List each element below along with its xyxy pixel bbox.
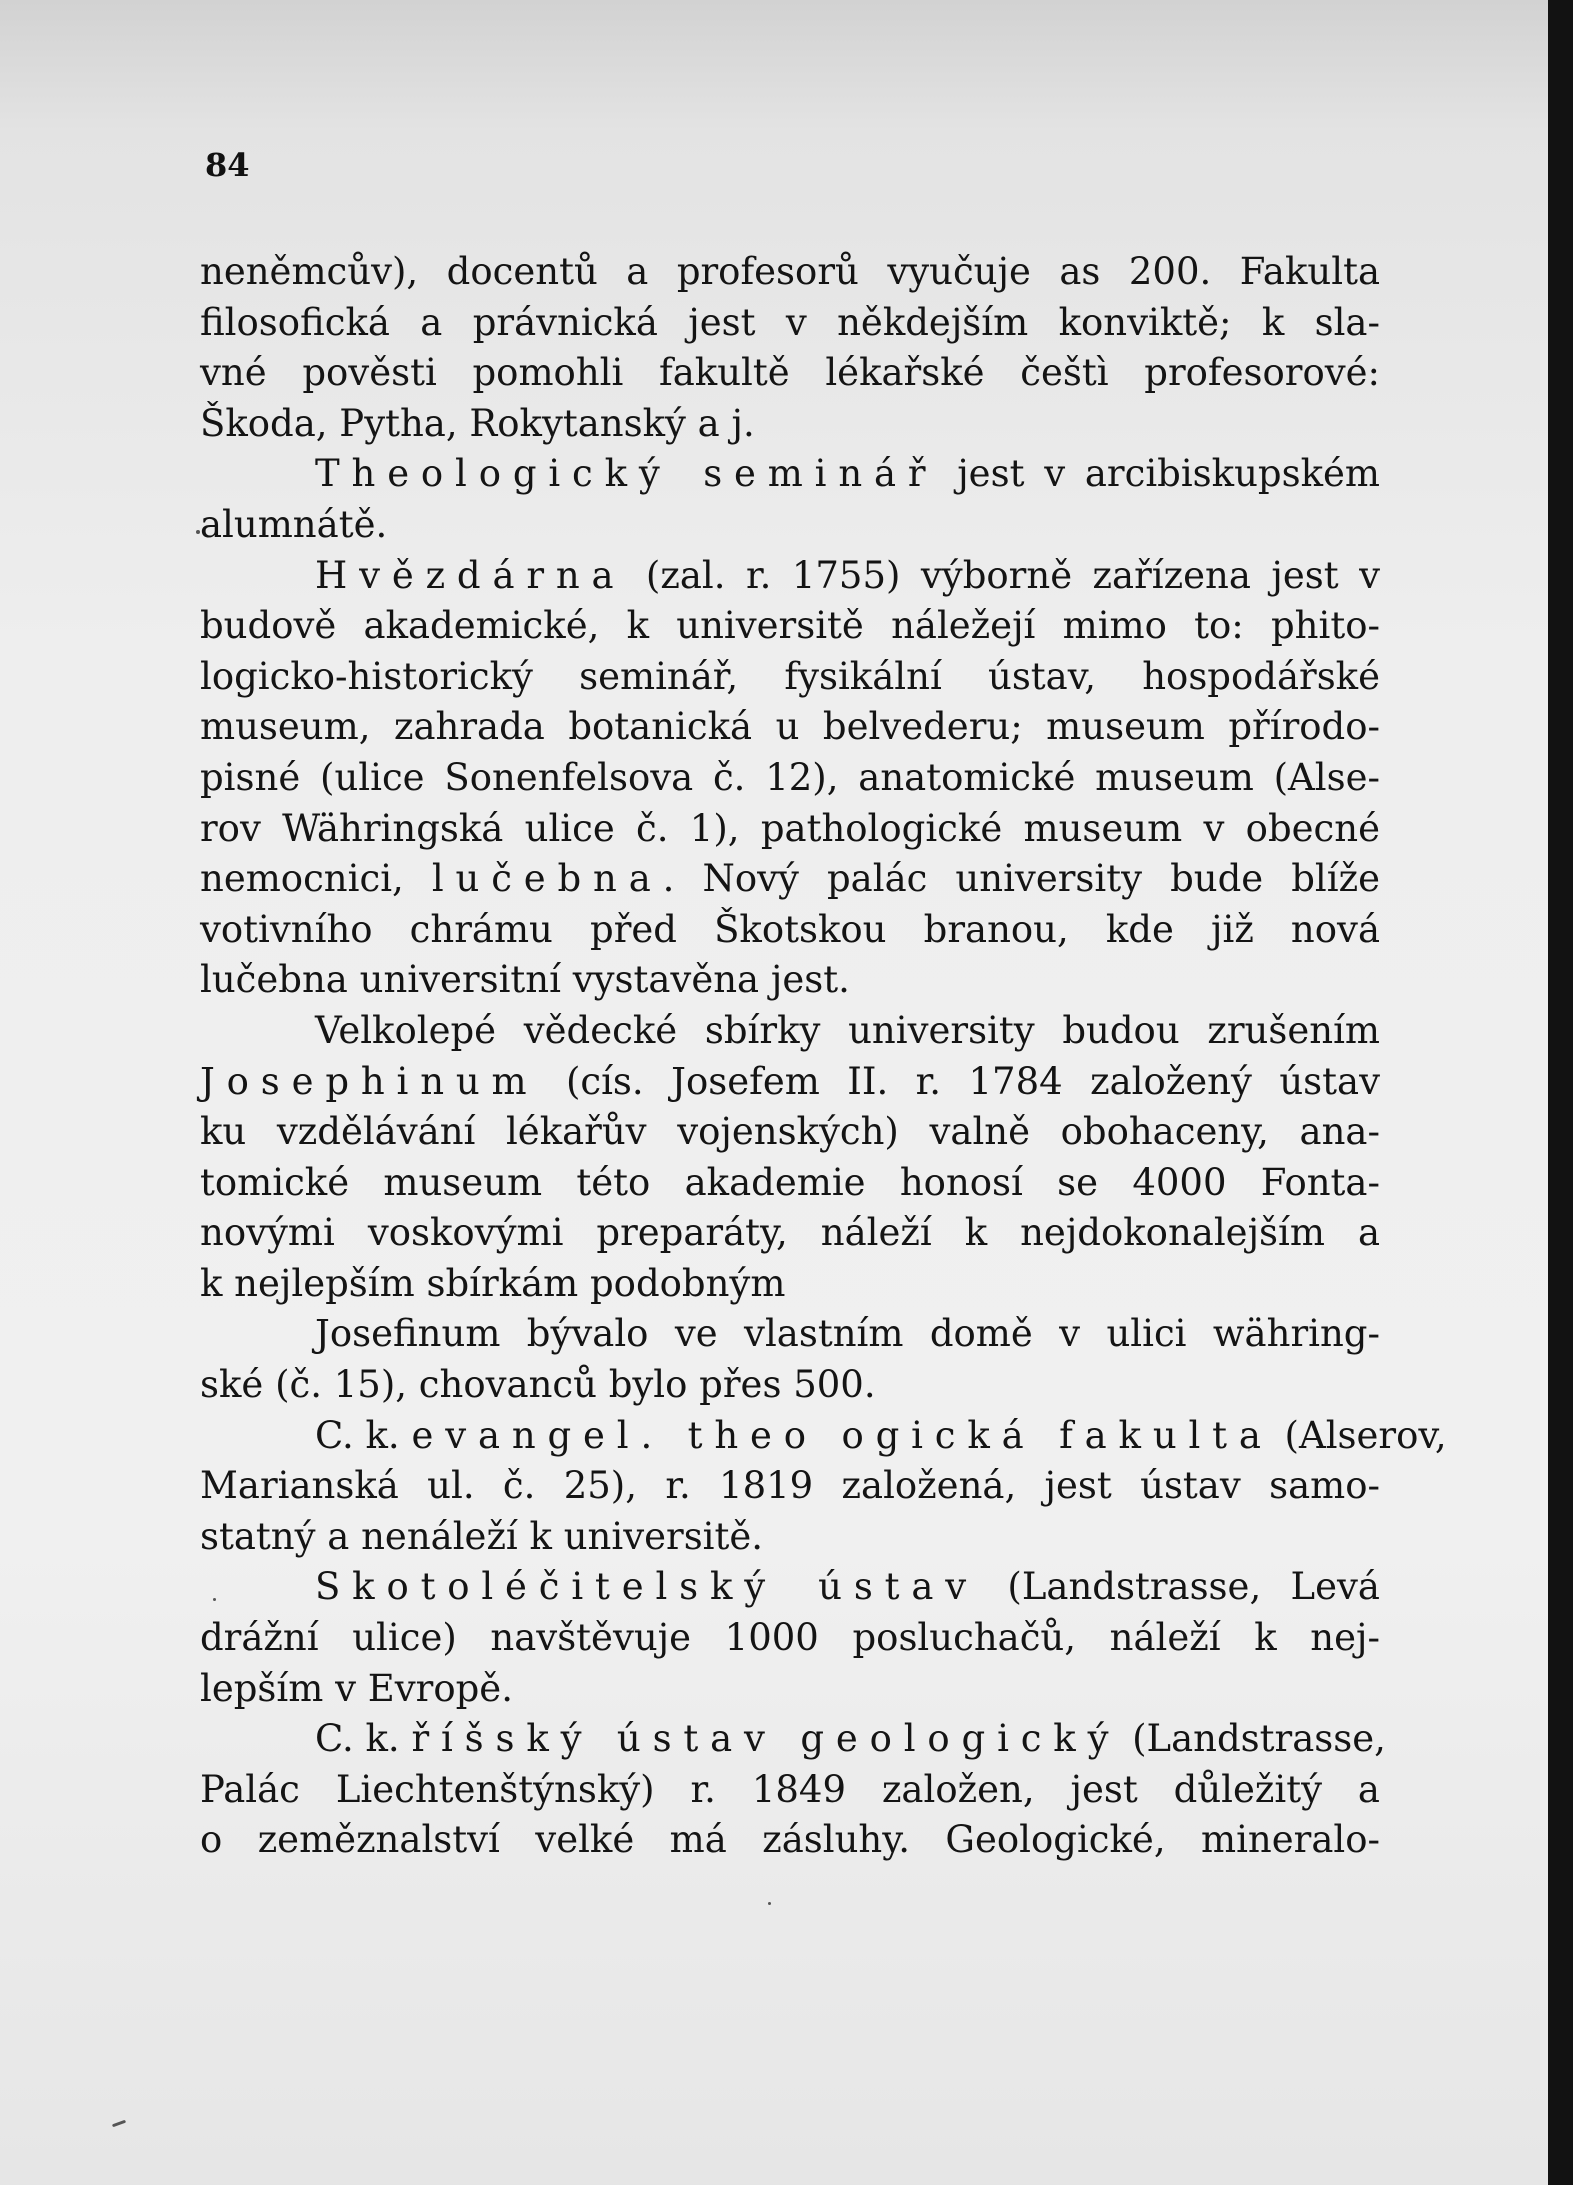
text-line: [200, 348, 1380, 399]
text-line: [200, 905, 1380, 956]
text-run: museum, zahrada botanická u belvederu; museum přírodo-: [200, 705, 1380, 749]
text-run: logicko-historický seminář, fysikální ústav, hospodářské: [200, 654, 1380, 698]
text-line: [200, 1461, 1380, 1512]
scan-border: [1548, 0, 1573, 2185]
text-line: [200, 399, 1380, 450]
text-run: (Landstrasse,: [1120, 1717, 1386, 1761]
text-run: Palác Liechtenštýnský) r. 1849 založen, jest důležitý a: [200, 1767, 1380, 1811]
text-line: [200, 1057, 1380, 1108]
text-line: [200, 1107, 1380, 1158]
text-line: [200, 449, 1380, 500]
spaced-term: evangel. theo ogická fakulta: [411, 1413, 1273, 1457]
text-line: [200, 854, 1380, 905]
text-line: [200, 804, 1380, 855]
text-run: filosofická a právnická jest v někdejším konviktě; k sla-: [200, 300, 1380, 344]
text-run: statný a nenáleží k universitě.: [200, 1514, 764, 1558]
text-run: rov Währingská ulice č. 1), pathologické museum v obecné: [200, 806, 1380, 850]
spaced-term: lučebna: [431, 857, 663, 901]
text-run: ské (č. 15), chovanců bylo přes 500.: [200, 1363, 876, 1407]
text-line: [200, 753, 1380, 804]
text-run: ku vzdělávání lékařův vojenských) valně obohaceny, ana-: [200, 1110, 1380, 1154]
text-run: votivního chrámu před Škotskou branou, kde již nová: [200, 907, 1380, 951]
print-speck: [768, 1902, 771, 1905]
text-run: lepším v Evropě.: [200, 1666, 513, 1710]
text-run: Josefinum bývalo ve vlastním domě v ulici währing-: [315, 1312, 1380, 1356]
text-run: k nejlepším sbírkám podobným: [200, 1261, 786, 1305]
text-line: [200, 1259, 1380, 1310]
text-line: [200, 1512, 1380, 1563]
text-run: (Landstrasse, Levá: [978, 1565, 1380, 1609]
text-run: o zeměznalství velké má zásluhy. Geologické, mineralo-: [200, 1818, 1380, 1862]
spaced-term: Theologický seminář: [315, 452, 938, 496]
text-run: alumnátě.: [200, 502, 388, 546]
text-run: Marianská ul. č. 25), r. 1819 založená, jest ústav samo-: [200, 1464, 1380, 1508]
text-run: C. k.: [315, 1717, 412, 1761]
text-run: . Nový palác university bude blíže: [662, 857, 1380, 901]
text-run: neněmcův), docentů a profesorů vyučuje as 200. Fakulta: [200, 250, 1380, 293]
text-line: [200, 500, 1380, 551]
text-line: [200, 1562, 1380, 1613]
text-run: budově akademické, k universitě náležejí mimo to: phito-: [200, 604, 1380, 648]
text-run: tomické museum této akademie honosí se 4000 Fonta-: [200, 1160, 1380, 1204]
text-line: [200, 601, 1380, 652]
spaced-term: říšský ústav geologický: [411, 1717, 1121, 1761]
text-run: novými voskovými preparáty, náleží k nejdokonalejším a: [200, 1211, 1380, 1255]
text-run: Velkolepé vědecké sbírky university budou zrušením: [315, 1008, 1380, 1052]
text-line: [200, 551, 1380, 602]
text-run: jest v arcibiskupském: [937, 452, 1380, 496]
text-line: [200, 1664, 1380, 1715]
text-line: [200, 1714, 1386, 1765]
text-line: [200, 1309, 1380, 1360]
print-speck: [112, 2120, 126, 2128]
text-line: [200, 702, 1380, 753]
text-run: lučebna universitní vystavěna jest.: [200, 958, 850, 1002]
body-text: [200, 247, 1447, 1866]
spaced-term: Hvězdárna: [315, 553, 626, 597]
text-line: [200, 1411, 1447, 1462]
spaced-term: Josephinum: [200, 1059, 539, 1103]
text-line: [200, 652, 1380, 703]
text-line: [200, 1765, 1380, 1816]
text-line: [200, 1158, 1380, 1209]
text-run: nemocnici,: [200, 857, 432, 901]
spaced-term: Skotoléčitelský ústav: [315, 1565, 979, 1609]
text-line: [200, 1815, 1380, 1866]
text-run: (Alserov,: [1272, 1413, 1447, 1457]
text-run: (cís. Josefem II. r. 1784 založený ústav: [538, 1059, 1380, 1103]
text-line: [200, 1208, 1380, 1259]
text-line: [200, 955, 1380, 1006]
text-line: [200, 1006, 1380, 1057]
text-line: [200, 298, 1380, 349]
page-number: 84: [205, 146, 250, 184]
text-run: pisné (ulice Sonenfelsova č. 12), anatomické museum (Alse-: [200, 755, 1380, 799]
text-run: drážní ulice) navštěvuje 1000 posluchačů, náleží k nej-: [200, 1616, 1380, 1660]
text-run: (zal. r. 1755) výborně zařízena jest v: [625, 553, 1380, 597]
text-run: vné pověsti pomohli fakultě lékařské češtì profesorové:: [200, 351, 1380, 395]
text-run: C. k.: [315, 1413, 412, 1457]
text-run: Škoda, Pytha, Rokytanský a j.: [200, 401, 755, 445]
text-line: [200, 247, 1380, 298]
text-line: [200, 1360, 1380, 1411]
text-line: [200, 1613, 1380, 1664]
